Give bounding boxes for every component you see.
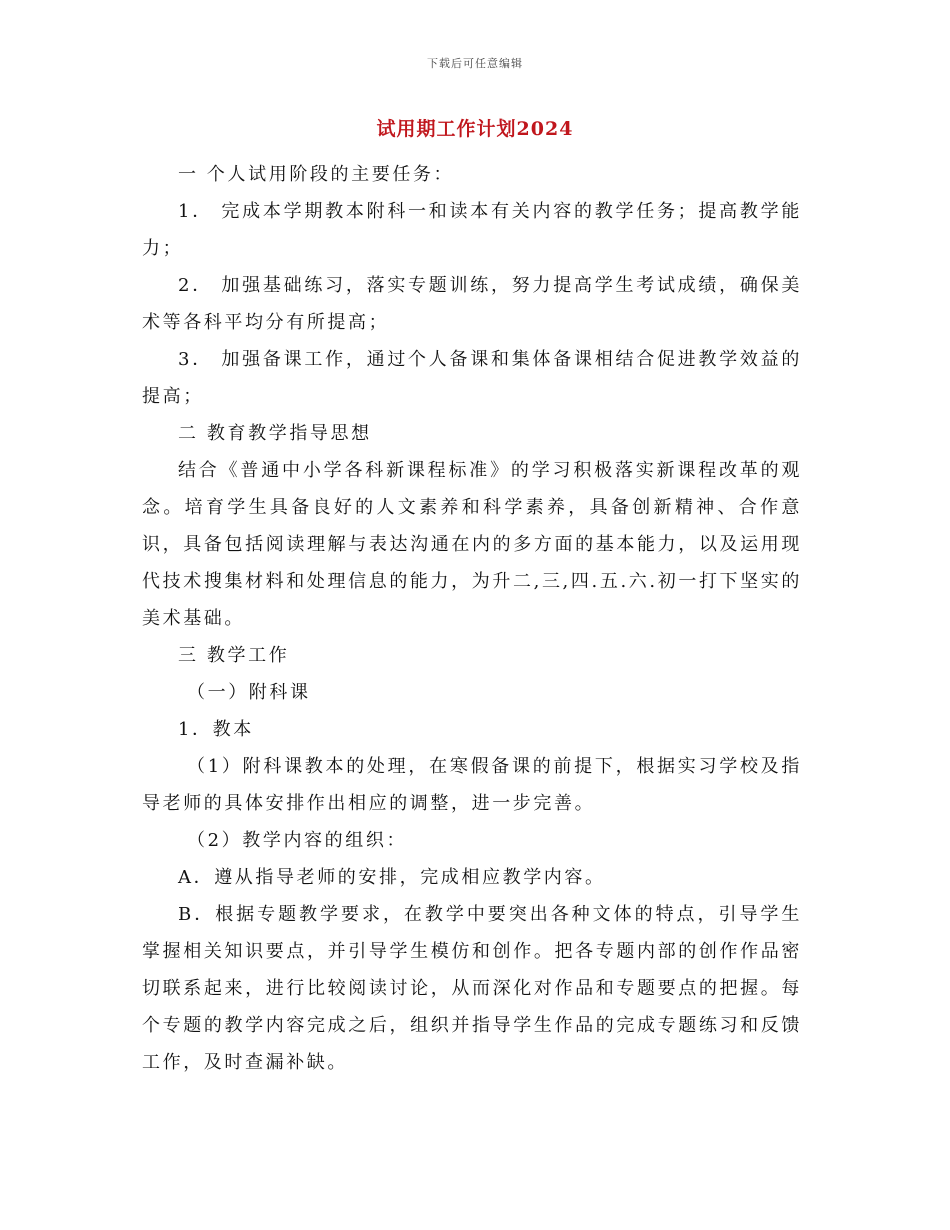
page-header-note: 下载后可任意编辑	[427, 57, 523, 70]
guiding-thought-paragraph: 结合《普通中小学各科新课程标准》的学习积极落实新课程改革的观念。培育学生具备良好的人文素养和科学素养，具备创新精神、合作意识，具备包括阅读理解与表达沟通在内的多方面的基本能力，以及运用现代技术搜集材料和处理信息的能力，为升二,三,四.五.六.初一打下坚实的美术基础。	[142, 460, 802, 629]
section-heading-2: 二 教育教学指导思想	[178, 423, 372, 444]
section-heading-3: 三 教学工作	[178, 645, 290, 666]
subsection-heading: （一）附科课	[187, 682, 311, 703]
task-item-1: 1． 完成本学期教本附科一和读本有关内容的教学任务；提高教学能力；	[142, 201, 802, 259]
item-a: A．遵从指导老师的安排，完成相应教学内容。	[178, 867, 606, 888]
item-textbook-handling: （1）附科课教本的处理，在寒假备课的前提下，根据实习学校及指导老师的具体安排作出相应的调整，进一步完善。	[142, 756, 802, 814]
task-item-2: 2． 加强基础练习，落实专题训练，努力提高学生考试成绩，确保美术等各科平均分有所提高；	[142, 275, 802, 333]
item-textbook: 1．教本	[178, 719, 254, 740]
task-item-3: 3． 加强备课工作，通过个人备课和集体备课相结合促进教学效益的提高；	[142, 349, 802, 407]
item-b: B．根据专题教学要求，在教学中要突出各种文体的特点，引导学生掌握相关知识要点，并引导学生模仿和创作。把各专题内部的创作作品密切联系起来，进行比较阅读讨论，从而深化对作品和专题要点的把握。每个专题的教学内容完成之后，组织并指导学生作品的完成专题练习和反馈工作，及时查漏补缺。	[142, 904, 802, 1073]
item-content-organization: （2）教学内容的组织：	[187, 830, 408, 851]
document-title: 试用期工作计划2024	[376, 118, 574, 140]
section-heading-1: 一 个人试用阶段的主要任务：	[178, 164, 455, 185]
document-body	[142, 156, 802, 1081]
